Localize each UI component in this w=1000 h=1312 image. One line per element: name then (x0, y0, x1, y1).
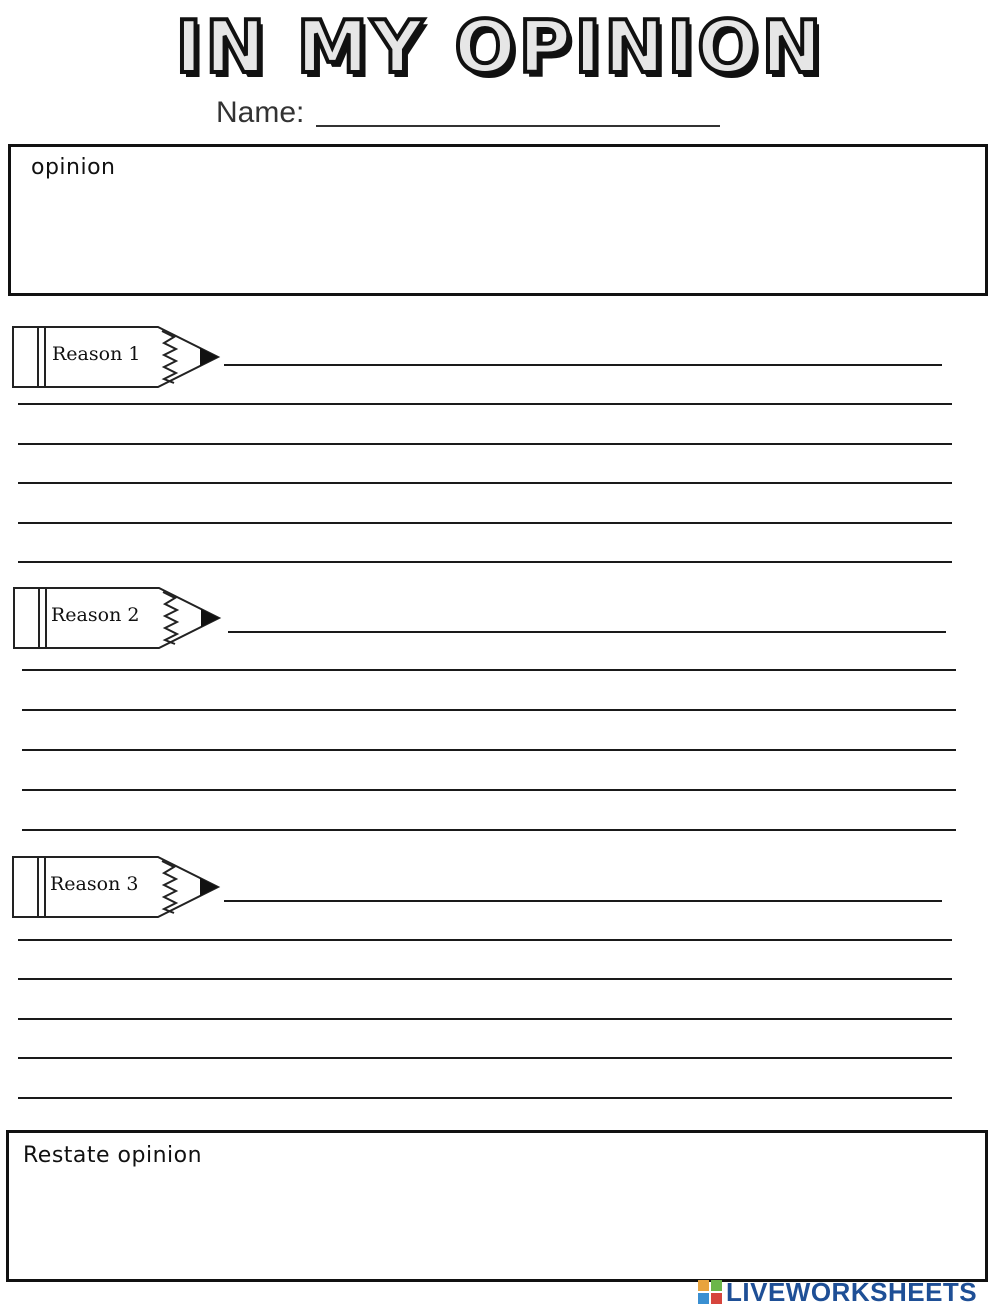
writing-line[interactable] (22, 709, 956, 711)
writing-line[interactable] (22, 789, 956, 791)
reason-3-label: Reason 3 (50, 873, 139, 895)
pencil-icon (12, 325, 222, 389)
worksheet-title: IN MY OPINION (175, 5, 825, 89)
reason-2-label: Reason 2 (51, 604, 140, 626)
reason-1-label: Reason 1 (52, 343, 141, 365)
writing-line[interactable] (18, 939, 952, 941)
writing-line[interactable] (22, 829, 956, 831)
reason-3-answer-line[interactable] (224, 900, 942, 902)
writing-line[interactable] (18, 482, 952, 484)
writing-line[interactable] (22, 749, 956, 751)
opinion-box-label: opinion (31, 155, 116, 180)
writing-line[interactable] (18, 561, 952, 563)
liveworksheets-brand-text: LIVEWORKSHEETS (726, 1276, 978, 1307)
writing-line[interactable] (18, 978, 952, 980)
writing-line[interactable] (18, 403, 952, 405)
liveworksheets-watermark (698, 1276, 977, 1308)
pencil-icon (12, 855, 222, 919)
writing-line[interactable] (18, 1097, 952, 1099)
reason-2-answer-line[interactable] (228, 631, 946, 633)
restate-opinion-label: Restate opinion (23, 1143, 203, 1168)
writing-line[interactable] (22, 669, 956, 671)
reason-1-answer-line[interactable] (224, 364, 942, 366)
pencil-icon (13, 586, 223, 650)
writing-line[interactable] (18, 1018, 952, 1020)
writing-line[interactable] (18, 1057, 952, 1059)
name-input-line[interactable] (316, 125, 720, 127)
writing-line[interactable] (18, 522, 952, 524)
opinion-box[interactable] (8, 144, 988, 296)
writing-line[interactable] (18, 443, 952, 445)
restate-opinion-box[interactable] (6, 1130, 988, 1282)
liveworksheets-logo-icon (698, 1280, 722, 1304)
name-label: Name: (216, 96, 305, 129)
